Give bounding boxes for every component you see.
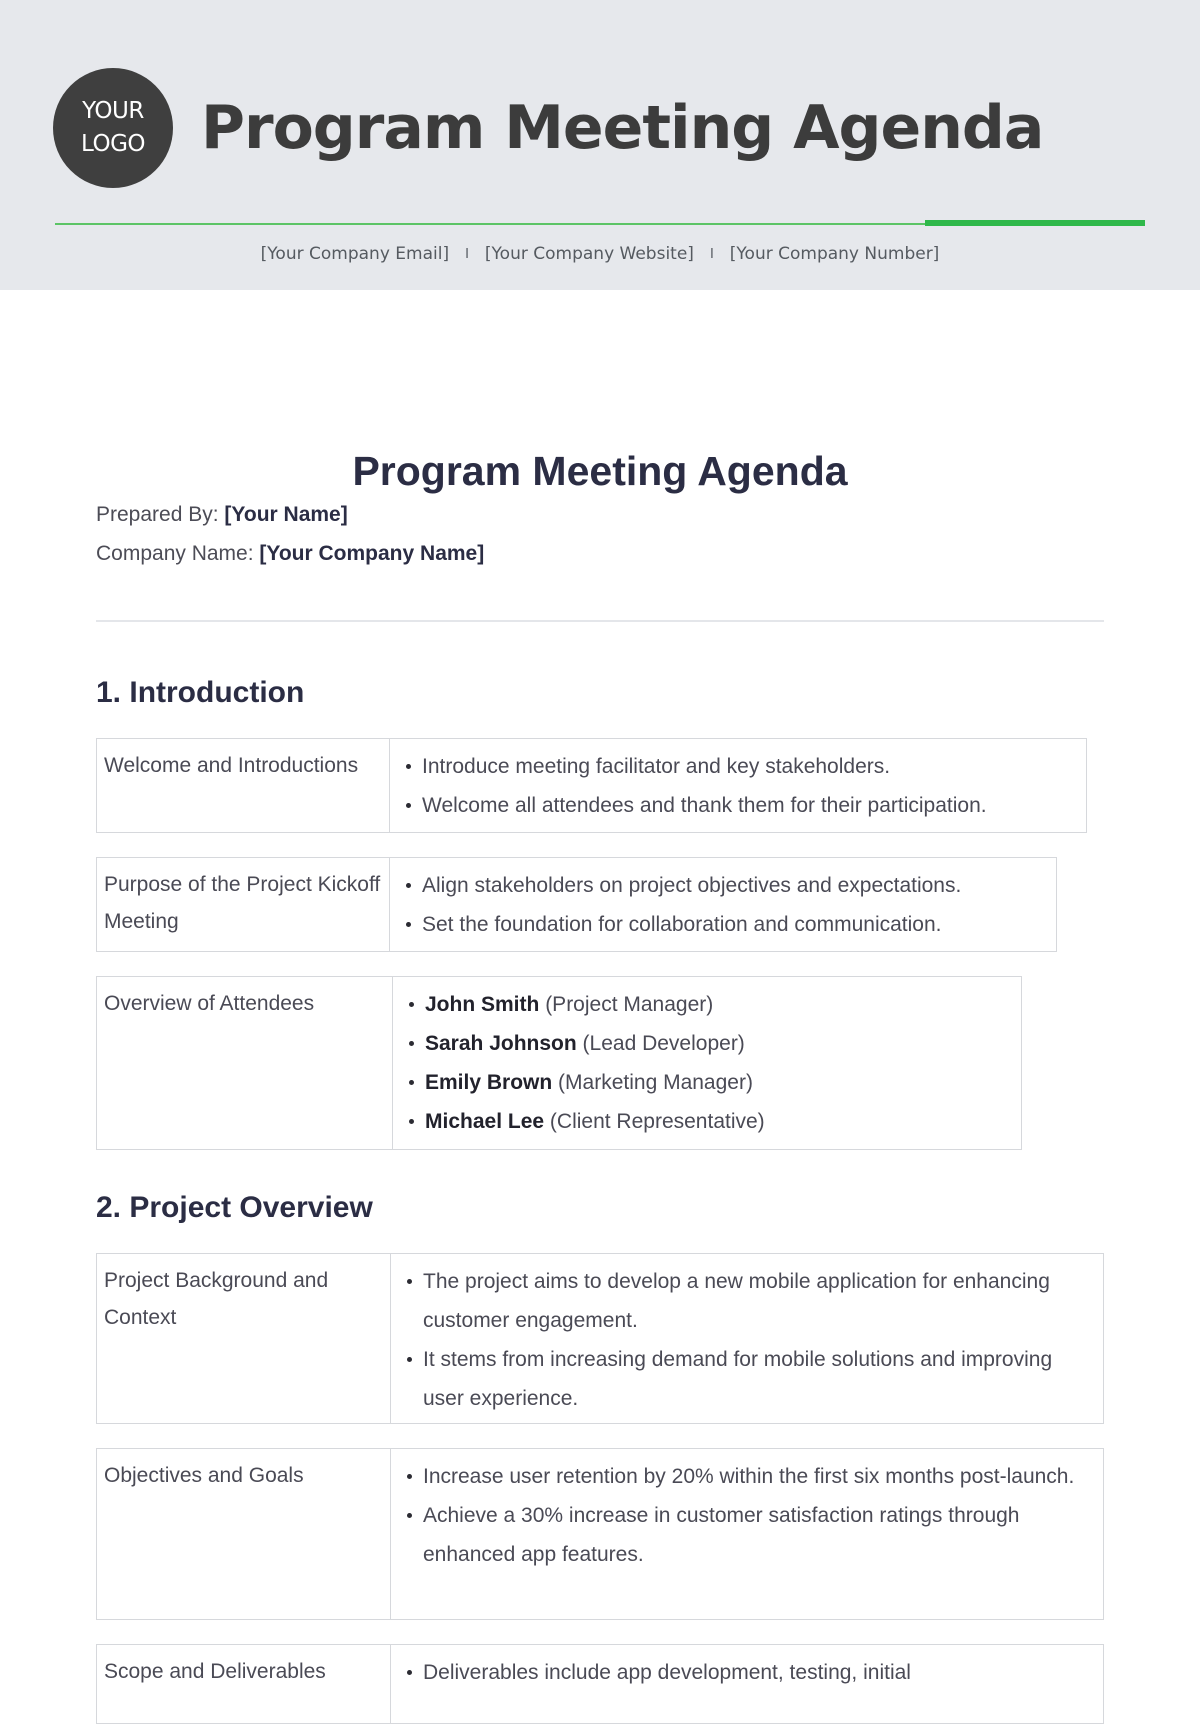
attendee-role: (Project Manager): [545, 993, 714, 1016]
agenda-row-label: Project Background and Context: [97, 1254, 391, 1423]
contact-line: [0, 244, 1200, 264]
agenda-row-purpose: [96, 857, 1057, 952]
agenda-row-content: [391, 1254, 1103, 1423]
letterhead-title: Program Meeting Agenda: [201, 93, 1044, 163]
bullet-item: Welcome all attendees and thank them for their participation.: [404, 786, 1072, 825]
agenda-row-label: Scope and Deliverables: [97, 1645, 391, 1723]
attendee-item: [407, 1063, 1007, 1102]
agenda-row-label: Objectives and Goals: [97, 1449, 391, 1619]
bullet-item: The project aims to develop a new mobile application for enhancing customer engagement.: [405, 1262, 1089, 1340]
agenda-row-scope: [96, 1644, 1104, 1724]
bullet-item: Increase user retention by 20% within the first six months post-launch.: [405, 1457, 1089, 1496]
bullet-item: Achieve a 30% increase in customer satisfaction ratings through enhanced app features.: [405, 1496, 1089, 1574]
bullet-item: Set the foundation for collaboration and communication.: [404, 905, 1042, 944]
company-name: [96, 539, 484, 569]
logo-text-line1: YOUR: [82, 98, 144, 124]
agenda-row-attendees: [96, 976, 1022, 1150]
letterhead: [0, 0, 1200, 290]
section-divider: [96, 620, 1104, 622]
contact-separator: I: [709, 247, 714, 262]
section-heading-introduction: 1. Introduction: [96, 676, 305, 709]
attendee-item: [407, 1024, 1007, 1063]
prepared-by: [96, 500, 348, 530]
attendee-name: Michael Lee: [425, 1110, 545, 1133]
bullet-item: Deliverables include app development, testing, initial: [405, 1653, 1089, 1692]
company-name-label: Company Name:: [96, 542, 254, 565]
contact-website: [Your Company Website]: [484, 244, 694, 264]
attendee-role: (Client Representative): [549, 1110, 765, 1133]
company-logo: [53, 68, 173, 188]
agenda-row-label: Overview of Attendees: [97, 977, 393, 1149]
agenda-row-content: [390, 739, 1086, 832]
document-title: Program Meeting Agenda: [352, 448, 848, 494]
bullet-item: It stems from increasing demand for mobile solutions and improving user experience.: [405, 1340, 1089, 1418]
attendee-item: [407, 1102, 1007, 1141]
attendee-item: [407, 985, 1007, 1024]
agenda-row-content: [391, 1449, 1103, 1619]
attendee-role: (Lead Developer): [582, 1032, 745, 1055]
agenda-row-label: Welcome and Introductions: [97, 739, 390, 832]
attendee-name: Sarah Johnson: [425, 1032, 577, 1055]
company-name-value: [Your Company Name]: [259, 542, 485, 565]
attendee-name: Emily Brown: [425, 1071, 553, 1094]
agenda-row-content: [390, 858, 1056, 951]
prepared-by-label: Prepared By:: [96, 503, 219, 526]
contact-number: [Your Company Number]: [729, 244, 940, 264]
attendee-role: (Marketing Manager): [558, 1071, 753, 1094]
bullet-item: Introduce meeting facilitator and key stakeholders.: [404, 747, 1072, 786]
section-heading-project-overview: 2. Project Overview: [96, 1191, 373, 1224]
agenda-row-label: Purpose of the Project Kickoff Meeting: [97, 858, 390, 951]
logo-text-line2: LOGO: [80, 131, 146, 157]
prepared-by-value: [Your Name]: [224, 503, 348, 526]
agenda-row-objectives: [96, 1448, 1104, 1620]
contact-email: [Your Company Email]: [260, 244, 450, 264]
agenda-row-background: [96, 1253, 1104, 1424]
bullet-item: Align stakeholders on project objectives and expectations.: [404, 866, 1042, 905]
header-divider-accent: [925, 220, 1145, 226]
contact-separator: I: [465, 247, 469, 262]
agenda-row-content: [393, 977, 1021, 1149]
agenda-row-content: [391, 1645, 1103, 1723]
attendee-name: John Smith: [425, 993, 540, 1016]
agenda-row-welcome: [96, 738, 1087, 833]
